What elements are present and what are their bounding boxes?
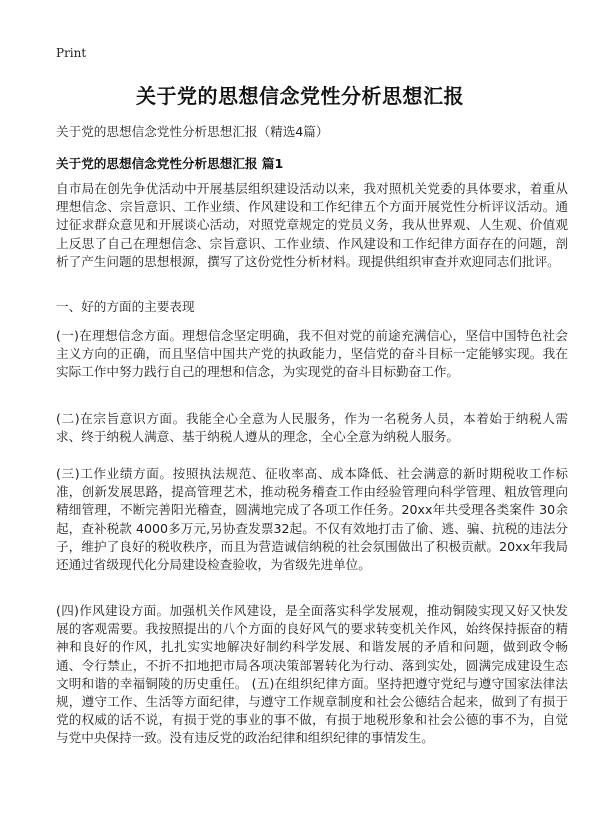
page-title: 关于党的思想信念党性分析思想汇报 [136,84,464,108]
section-heading: 关于党的思想信念党性分析思想汇报 篇1 [56,156,284,171]
subheading-good-aspects: 一、好的方面的主要表现 [56,299,195,314]
print-link[interactable]: Print [56,46,87,60]
paragraph-work-style: (四)作风建设方面。加强机关作风建设，是全面落实科学发展观，推动铜陵实现又好又快发展的客观需要。我按照提出的八个方面的良好风气的要求转变机关作风，始终保持振奋的精神和良好的作风，扎扎实实地解决好制约科学发展、和谐发展的矛盾和问题，做到政令畅通、令行禁止，不折不扣地把市局各项决策部署转化为行动、落到实处，圆满完成建设生态文明和谐的幸福铜陵的历史重任。 (五)在组织纪律方面。坚持把遵守党纪与遵守国家法律法规，遵守工作、生活等方面纪律，与遵守工作规章制度和社会公德结合起来，做到了有损于党的权威的话不说，有损于党的事业的事不做，有损于地税形象和社会公德的事不为，自觉与党中央保持一致。没有违反党的政治纪律和组织纪律的事情发生。 [56,603,568,746]
document-subtitle: 关于党的思想信念党性分析思想汇报（精选4篇） [56,124,329,139]
paragraph-intro: 自市局在创先争优活动中开展基层组织建设活动以来，我对照机关党委的具体要求，着重从理想信念、宗旨意识、工作业绩、作风建设和工作纪律五个方面开展党性分析评议活动。通过征求群众意见和开展谈心活动，对照党章规定的党员义务，我从世界观、人生观、价值观上反思了自己在理想信念、宗旨意识、工作业绩、作风建设和工作纪律方面存在的问题，剖析了产生问题的思想根源，撰写了这份党性分析材料。现提供组织审查并欢迎同志们批评。 [56,181,568,269]
paragraph-ideals: (一)在理想信念方面。理想信念坚定明确，我不但对党的前途充满信心，坚信中国特色社会主义方向的正确，而且坚信中国共产党的执政能力，坚信党的奋斗目标一定能够实现。我在实际工作中努力践行自己的理想和信念，为实现党的奋斗目标勤奋工作。 [56,328,568,380]
paragraph-purpose: (二)在宗旨意识方面。我能全心全意为人民服务，作为一名税务人员，本着始于纳税人需求、终于纳税人满意、基于纳税人遵从的理念，全心全意为纳税人服务。 [56,411,568,445]
paragraph-performance: (三)工作业绩方面。按照执法规范、征收率高、成本降低、社会满意的新时期税收工作标准，创新发展思路，提高管理艺术，推动税务稽查工作由经验管理向科学管理、粗放管理向精细管理，不断完善阳光稽查，圆满地完成了各项工作任务。20xx年共受理各类案件 30余起，查补税款 4000多万元,另协查发票32起。不仅有效地打击了偷、逃、骗、抗税的违法分子，维护了良好的税收秩序，而且为营造诚信纳税的社会氛围做出了积极贡献。20xx年我局还通过省级现代化分局建设检查验收，为省级先进单位。 [56,466,568,573]
